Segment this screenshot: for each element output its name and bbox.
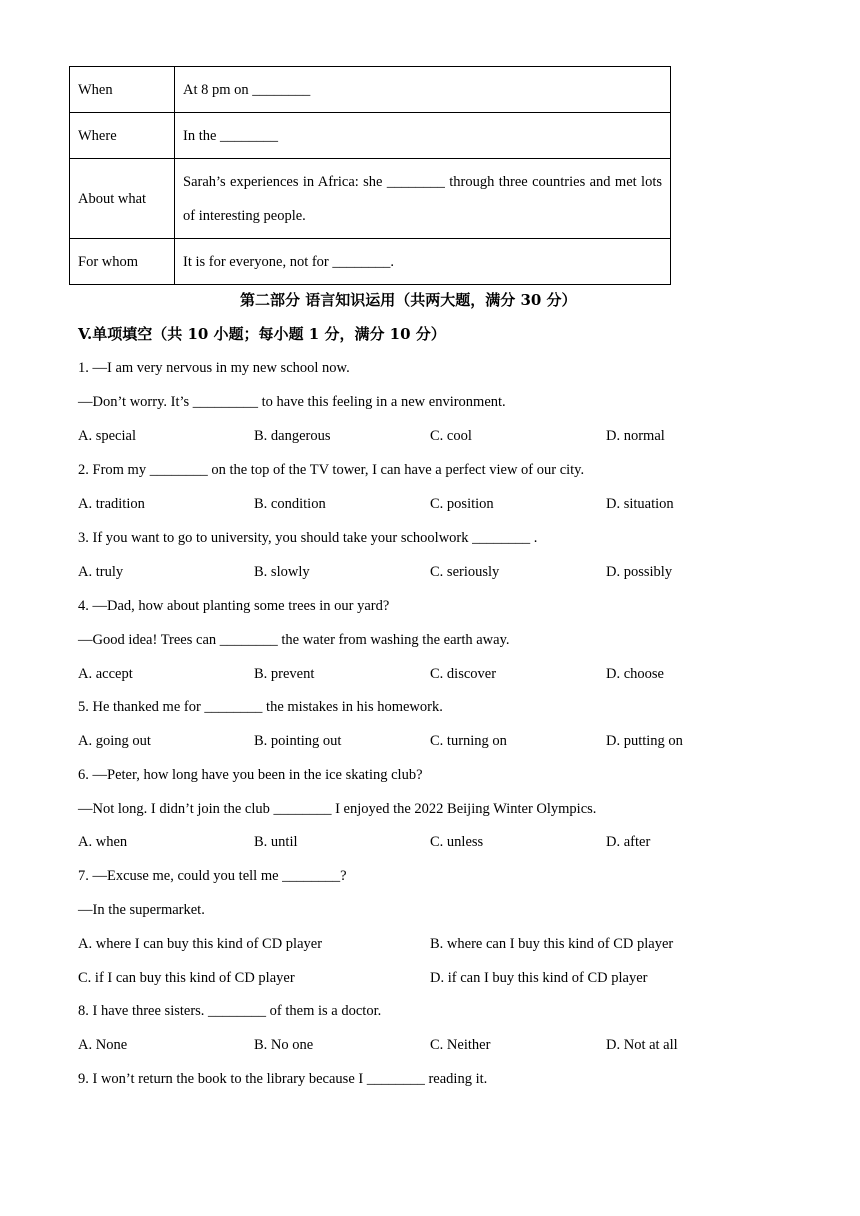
part-heading: 第二部分 语言知识运用（共两大题，满分 30 分） [240, 291, 577, 309]
option-b: B. dangerous [254, 428, 331, 444]
question-line: 2. From my ________ on the top of the TV tower, I can have a perfect view of our city. [78, 462, 585, 478]
option-a: A. None [78, 1037, 128, 1053]
option-b: B. where can I buy this kind of CD player [430, 936, 674, 952]
question-line: —Not long. I didn’t join the club ________ I enjoyed the 2022 Beijing Winter Olympics. [78, 801, 597, 817]
option-c: C. discover [430, 666, 497, 682]
option-b: B. slowly [254, 564, 310, 580]
option-d: D. putting on [606, 733, 683, 749]
question-line: 7. —Excuse me, could you tell me ________? [78, 868, 347, 884]
table-row [70, 239, 671, 285]
row-label: Where [70, 113, 175, 159]
row-label: About what [70, 159, 175, 239]
question-line: 6. —Peter, how long have you been in the ice skating club? [78, 767, 423, 783]
option-d: D. after [606, 834, 651, 850]
section-heading: V.单项填空（共 10 小题；每小题 1 分，满分 10 分） [78, 325, 446, 343]
option-d: D. if can I buy this kind of CD player [430, 970, 648, 986]
option-b: B. until [254, 834, 298, 850]
option-d: D. Not at all [606, 1037, 678, 1053]
table-row [70, 159, 671, 239]
option-a: A. truly [78, 564, 124, 580]
option-a: A. special [78, 428, 136, 444]
option-c: C. unless [430, 834, 484, 850]
question-line: 5. He thanked me for ________ the mistakes in his homework. [78, 699, 443, 715]
option-d: D. normal [606, 428, 665, 444]
option-b: B. pointing out [254, 733, 342, 749]
option-c: C. turning on [430, 733, 507, 749]
option-c: C. if I can buy this kind of CD player [78, 970, 295, 986]
event-info-table [69, 66, 671, 285]
option-b: B. prevent [254, 666, 315, 682]
row-label: For whom [70, 239, 175, 285]
question-line: 4. —Dad, how about planting some trees in our yard? [78, 598, 390, 614]
option-d: D. possibly [606, 564, 673, 580]
row-content: In the ________ [175, 113, 671, 159]
table-row [70, 67, 671, 113]
row-label: When [70, 67, 175, 113]
row-content: It is for everyone, not for ________. [175, 239, 671, 285]
option-a: A. when [78, 834, 128, 850]
question-line: 1. —I am very nervous in my new school now. [78, 360, 350, 376]
option-c: C. position [430, 496, 494, 512]
question-line: —Good idea! Trees can ________ the water from washing the earth away. [78, 632, 510, 648]
option-b: B. condition [254, 496, 326, 512]
option-a: A. accept [78, 666, 133, 682]
option-c: C. seriously [430, 564, 500, 580]
question-line: —In the supermarket. [78, 902, 205, 918]
option-d: D. situation [606, 496, 674, 512]
option-b: B. No one [254, 1037, 314, 1053]
row-content: Sarah’s experiences in Africa: she ________ through three countries and met lots of interesting people. [175, 159, 671, 239]
option-c: C. cool [430, 428, 472, 444]
option-a: A. where I can buy this kind of CD player [78, 936, 323, 952]
row-content: At 8 pm on ________ [175, 67, 671, 113]
option-c: C. Neither [430, 1037, 491, 1053]
question-line: 8. I have three sisters. ________ of them is a doctor. [78, 1003, 382, 1019]
option-a: A. tradition [78, 496, 145, 512]
question-line: 3. If you want to go to university, you should take your schoolwork ________ . [78, 530, 538, 546]
question-line: —Don’t worry. It’s _________ to have this feeling in a new environment. [78, 394, 506, 410]
question-line: 9. I won’t return the book to the library because I ________ reading it. [78, 1071, 488, 1087]
option-a: A. going out [78, 733, 151, 749]
table-row [70, 113, 671, 159]
option-d: D. choose [606, 666, 664, 682]
